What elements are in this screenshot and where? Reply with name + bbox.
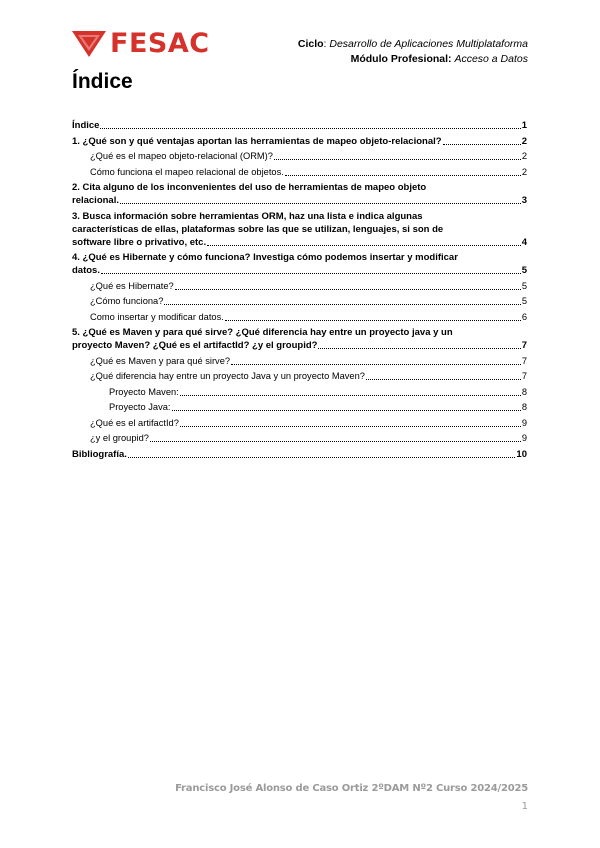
toc-leader-dots bbox=[164, 304, 520, 305]
modulo-value: Acceso a Datos bbox=[454, 53, 528, 65]
toc-entry[interactable] bbox=[72, 432, 527, 445]
toc-page-number: 6 bbox=[521, 311, 527, 322]
footer-page-number: 1 bbox=[521, 801, 528, 812]
toc-leader-dots bbox=[120, 203, 521, 204]
toc-entry[interactable] bbox=[72, 150, 527, 163]
toc-entry[interactable] bbox=[72, 355, 527, 368]
toc-page-number: 3 bbox=[521, 195, 527, 206]
toc-page-number: 8 bbox=[521, 386, 527, 397]
toc-leader-dots bbox=[128, 457, 516, 458]
toc-entry[interactable] bbox=[72, 280, 527, 293]
toc-entry-text: 2. Cita alguno de los inconvenientes del uso de herramientas de mapeo objeto bbox=[72, 182, 427, 193]
toc-entry-text: Índice bbox=[72, 120, 100, 131]
toc-page-number: 4 bbox=[521, 236, 527, 248]
page-title: Índice bbox=[72, 70, 133, 93]
toc-page-number: 7 bbox=[521, 340, 527, 351]
toc-entry-text: 4. ¿Qué es Hibernate y cómo funciona? Investiga cómo podemos insertar y modificar bbox=[72, 252, 458, 263]
toc-entry[interactable] bbox=[72, 181, 527, 207]
toc-page-number: 5 bbox=[521, 296, 527, 306]
toc-page-number: 1 bbox=[521, 120, 527, 131]
toc-entry-text: 3. Busca información sobre herramientas ORM, haz una lista e indica algunas bbox=[72, 210, 423, 222]
toc-entry-text: 1. ¿Qué son y qué ventajas aportan las herramientas de mapeo objeto-relacional? bbox=[72, 135, 442, 147]
toc-leader-dots bbox=[443, 144, 521, 145]
toc-entry-text: Bibliografía. bbox=[72, 448, 127, 460]
toc-page-number: 7 bbox=[521, 355, 527, 366]
toc-entry[interactable] bbox=[72, 386, 527, 399]
toc-entry-text: 5. ¿Qué es Maven y para qué sirve? ¿Qué diferencia hay entre un proyecto java y un bbox=[72, 327, 453, 338]
toc-entry[interactable] bbox=[72, 210, 527, 249]
ciclo-line: Ciclo: Desarrollo de Aplicaciones Multiplataforma bbox=[297, 38, 528, 50]
toc-entry-text: Cómo funciona el mapeo relacional de objetos. bbox=[90, 166, 284, 177]
toc-leader-dots bbox=[101, 273, 521, 274]
toc-entry-text: ¿Qué diferencia hay entre un proyecto Java y un proyecto Maven? bbox=[90, 371, 365, 381]
toc-entry[interactable] bbox=[72, 401, 527, 414]
toc-page-number: 5 bbox=[521, 265, 527, 276]
document-header bbox=[298, 37, 528, 67]
toc-leader-dots bbox=[366, 379, 521, 380]
toc-entry-text: Proyecto Maven: bbox=[109, 386, 179, 397]
toc-leader-dots bbox=[175, 289, 521, 290]
toc-entry[interactable] bbox=[72, 119, 527, 132]
toc-entry-text: ¿Qué es Hibernate? bbox=[90, 280, 174, 291]
toc-leader-dots bbox=[274, 159, 521, 160]
toc-entry[interactable] bbox=[72, 311, 527, 324]
toc-leader-dots bbox=[225, 320, 521, 321]
modulo-label: Módulo Profesional: bbox=[350, 53, 452, 65]
toc-entry-text: características de ellas, plataformas sobre las que se utilizan, lenguajes, si son de bbox=[72, 223, 444, 235]
toc-entry-text: Como insertar y modificar datos. bbox=[90, 311, 224, 322]
toc-leader-dots bbox=[100, 128, 520, 129]
toc-entry-text: Proyecto Java: bbox=[109, 402, 171, 412]
toc-leader-dots bbox=[207, 245, 521, 246]
toc-entry[interactable] bbox=[72, 135, 527, 148]
toc-entry[interactable] bbox=[72, 417, 527, 430]
toc-entry-text: ¿y el groupid? bbox=[90, 433, 149, 443]
toc-page-number: 9 bbox=[521, 433, 527, 443]
toc-page-number: 8 bbox=[521, 402, 527, 412]
fesac-logo-icon bbox=[72, 31, 106, 57]
toc-entry-text: software libre o privativo, etc. bbox=[72, 236, 207, 248]
logo-text: FESAC bbox=[110, 28, 210, 59]
toc-entry[interactable] bbox=[72, 448, 527, 461]
page-footer bbox=[175, 780, 528, 816]
toc-entry[interactable] bbox=[72, 295, 527, 308]
toc-page-number: 2 bbox=[521, 166, 527, 177]
toc-leader-dots bbox=[231, 364, 521, 365]
toc-entry[interactable] bbox=[72, 251, 527, 277]
toc-leader-dots bbox=[318, 348, 520, 349]
toc-entry-text: datos. bbox=[72, 265, 100, 276]
fesac-logo bbox=[72, 30, 210, 57]
toc-leader-dots bbox=[180, 395, 521, 396]
toc-page-number: 2 bbox=[521, 151, 527, 161]
ciclo-label: Ciclo bbox=[297, 38, 324, 50]
toc-entry[interactable] bbox=[72, 166, 527, 179]
toc-leader-dots bbox=[150, 441, 521, 442]
toc-entry-text: ¿Qué es el artifactId? bbox=[90, 417, 179, 428]
ciclo-value: Desarrollo de Aplicaciones Multiplataforma bbox=[329, 38, 528, 50]
toc-entry[interactable] bbox=[72, 370, 527, 383]
toc-entry[interactable] bbox=[72, 326, 527, 352]
toc-page-number: 7 bbox=[521, 371, 527, 381]
toc-entry-text: ¿Qué es el mapeo objeto-relacional (ORM)? bbox=[90, 151, 273, 161]
toc-leader-dots bbox=[180, 426, 521, 427]
footer-author: Francisco José Alonso de Caso Ortiz 2ºDAM Nº2 Curso 2024/2025 bbox=[175, 783, 528, 794]
toc-page-number: 5 bbox=[521, 280, 527, 291]
toc-entry-text: proyecto Maven? ¿Qué es el artifactId? ¿y el groupid? bbox=[72, 340, 318, 351]
toc-leader-dots bbox=[172, 410, 521, 411]
toc-entry-text: relacional. bbox=[72, 195, 119, 206]
toc-entry-text: ¿Qué es Maven y para qué sirve? bbox=[90, 355, 231, 366]
toc-entry-text: ¿Cómo funciona? bbox=[90, 296, 164, 306]
table-of-contents bbox=[72, 119, 527, 463]
toc-page-number: 2 bbox=[521, 135, 527, 147]
toc-page-number: 9 bbox=[521, 417, 527, 428]
toc-leader-dots bbox=[285, 175, 521, 176]
toc-page-number: 10 bbox=[516, 448, 527, 460]
modulo-line bbox=[298, 52, 528, 67]
